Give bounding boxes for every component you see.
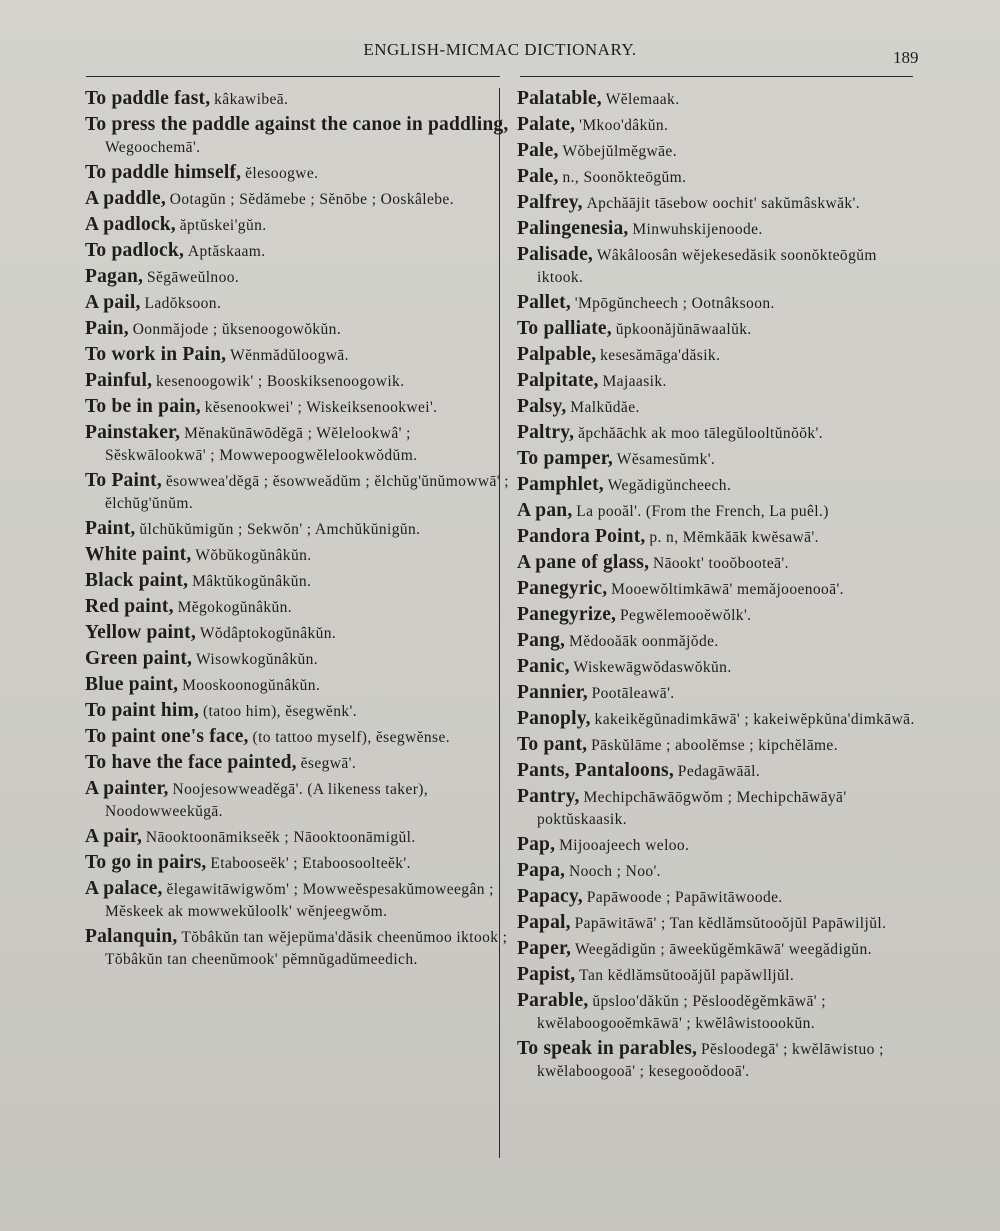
entry-headword: Panic, [517,656,570,677]
entry-headword: To Paint, [85,470,162,491]
entry-headword: To paddle fast, [85,88,211,109]
entry-definition: ŭpkoonăjŭnāwaalŭk. [615,321,752,338]
entry-definition: Wâkâloosân wĕjekesedăsik soonŏkteōgŭm iktook. [537,247,877,286]
entry-definition: Etabooseĕk' ; Etaboosoolteĕk'. [210,855,411,872]
dictionary-entry [517,500,922,523]
entry-headword: To padlock, [85,240,185,261]
entry-headword: A palace, [85,878,163,899]
entry-headword: Palatable, [517,88,602,109]
entry-headword: Papacy, [517,886,583,907]
entry-definition: Mĕgokogŭnâkŭn. [177,599,293,616]
dictionary-entry [517,886,922,909]
entry-definition: Mĕdooăāk oonmăjŏde. [569,633,719,650]
entry-headword: A pane of glass, [517,552,650,573]
dictionary-entry [85,162,510,185]
entry-definition: Minwuhskijenoode. [632,221,763,238]
entry-headword: A paddle, [85,188,166,209]
entry-definition: Ootagŭn ; Sĕdămebe ; Sĕnōbe ; Ooskâlebe. [169,191,454,208]
entry-headword: Palpitate, [517,370,599,391]
dictionary-entry [517,708,922,731]
dictionary-entry [85,752,510,775]
entry-definition: ăptŭskei'gŭn. [179,217,267,234]
entry-definition: kesenoogowik' ; Booskiksenoogowik. [156,373,405,390]
dictionary-entry [517,604,922,627]
dictionary-entry [517,630,922,653]
entry-headword: Papal, [517,912,571,933]
entry-definition: Wiskewāgwŏdaswŏkŭn. [573,659,732,676]
entry-definition: Mechipchāwāōgwŏm ; Mechipchāwāyā' poktŭskaasik. [537,789,847,828]
entry-definition: Wĕlemaak. [605,91,680,108]
header-rule-left [86,76,500,77]
entry-headword: A pair, [85,826,143,847]
dictionary-entry [517,834,922,857]
entry-headword: White paint, [85,544,192,565]
dictionary-entry [517,448,922,471]
dictionary-entry [517,244,922,289]
entry-headword: To work in Pain, [85,344,227,365]
entry-definition: Tŏbâkŭn tan wĕjepŭma'dăsik cheenŭmoo iktook ; Tŏbâkŭn tan cheenŭmook' pĕmnŭgadŭmeedich. [105,929,508,968]
entry-definition: (to tattoo myself), ĕsegwĕnse. [252,729,451,746]
entry-headword: Pamphlet, [517,474,604,495]
dictionary-entry [517,682,922,705]
entry-definition: kesesămāga'dăsik. [600,347,721,364]
entry-definition: Sĕgāweŭlnoo. [146,269,240,286]
dictionary-entry [517,860,922,883]
entry-headword: To be in pain, [85,396,201,417]
dictionary-entry [517,656,922,679]
dictionary-entry [517,912,922,935]
dictionary-entry [517,166,922,189]
dictionary-entry [517,990,922,1035]
entry-headword: To palliate, [517,318,612,339]
dictionary-entry [517,370,922,393]
entry-headword: Panoply, [517,708,591,729]
entry-headword: Palisade, [517,244,594,265]
dictionary-entry [517,938,922,961]
dictionary-entry [85,114,510,159]
entry-headword: To have the face painted, [85,752,297,773]
entry-definition: Malkŭdăe. [570,399,640,416]
entry-definition: Mĕnakŭnāwōdĕgā ; Wĕlelookwâ' ; Sĕskwālookwā' ; Mowwepoogwĕlelookwŏdŭm. [105,425,418,464]
entry-definition: Mijooajeech weloo. [559,837,690,854]
page-number: 189 [893,48,919,67]
entry-definition: kĕsenookwei' ; Wiskeiksenookwei'. [204,399,438,416]
dictionary-entry [85,518,510,541]
dictionary-entry [85,188,510,211]
dictionary-entry [517,1038,922,1083]
entry-headword: To paint him, [85,700,200,721]
entry-headword: Red paint, [85,596,174,617]
entry-headword: To press the paddle against the canoe in paddling, [85,114,509,135]
dictionary-entry [85,396,510,419]
dictionary-entry [85,344,510,367]
dictionary-entry [517,734,922,757]
entry-headword: Palingenesia, [517,218,629,239]
entry-definition: kakeikĕgŭnadimkāwā' ; kakeiwĕpkŭna'dimkāwā. [594,711,915,728]
dictionary-entry [85,214,510,237]
entry-headword: Pantry, [517,786,580,807]
dictionary-entry [517,964,922,987]
dictionary-entry [85,544,510,567]
entry-headword: A padlock, [85,214,176,235]
entry-definition: 'Mpōgŭncheech ; Ootnâksoon. [574,295,775,312]
entry-definition: Aptăskaam. [187,243,266,260]
dictionary-entry [85,926,510,971]
dictionary-entry [85,292,510,315]
entry-definition: Wegădigŭncheech. [607,477,732,494]
entry-headword: Palate, [517,114,576,135]
dictionary-entry [85,318,510,341]
dictionary-entry [517,396,922,419]
dictionary-entry [85,826,510,849]
entry-definition: Mooewŏltimkāwā' memăjooenooā'. [611,581,844,598]
dictionary-entry [85,370,510,393]
entry-definition: Pegwĕlemooĕwŏlk'. [620,607,752,624]
dictionary-entry [517,218,922,241]
entry-definition: Tan kĕdlămsŭtooăjŭl papăwlljŭl. [579,967,795,984]
entry-headword: Pale, [517,140,559,161]
entry-headword: Pain, [85,318,129,339]
entry-headword: Black paint, [85,570,189,591]
entry-headword: To paddle himself, [85,162,242,183]
entry-headword: A painter, [85,778,169,799]
running-head: ENGLISH-MICMAC DICTIONARY. [363,40,637,59]
entry-definition: Oonmăjode ; ŭksenoogowŏkŭn. [132,321,342,338]
entry-headword: A pail, [85,292,141,313]
entry-definition: Wŏbŭkogŭnâkŭn. [195,547,312,564]
entry-definition: Majaasik. [602,373,667,390]
entry-definition: Weegădigŭn ; āweekŭgĕmkāwā' weegădigŭn. [574,941,872,958]
entry-headword: To go in pairs, [85,852,207,873]
dictionary-entry [85,878,510,923]
dictionary-entry [517,318,922,341]
entry-definition: ĕlesoogwe. [245,165,319,182]
dictionary-entry [517,552,922,575]
entry-definition: Papāwitāwā' ; Tan kĕdlămsŭtooŏjŭl Papāwiljŭl. [574,915,887,932]
entry-headword: To speak in parables, [517,1038,698,1059]
entry-headword: Pale, [517,166,559,187]
entry-definition: Wegoochemā'. [105,139,201,156]
entry-definition: Wĕnmădŭloogwā. [230,347,349,364]
entry-definition: Ladŏksoon. [144,295,222,312]
entry-definition: Nooch ; Noo'. [569,863,661,880]
entry-headword: Yellow paint, [85,622,196,643]
dictionary-entry [85,596,510,619]
entry-definition: Wisowkogŭnâkŭn. [196,651,319,668]
dictionary-entry [85,674,510,697]
entry-definition: Nāookt' tooŏbooteā'. [653,555,789,572]
entry-definition: p. n, Mĕmkăāk kwĕsawā'. [649,529,819,546]
entry-headword: To pamper, [517,448,613,469]
entry-headword: Pang, [517,630,566,651]
entry-headword: To pant, [517,734,588,755]
left-column [85,88,510,974]
entry-definition: Pāskŭlāme ; aboolĕmse ; kipchĕlāme. [591,737,838,754]
dictionary-entry [517,88,922,111]
entry-definition: Apchăājit tāsebow oochit' sakŭmâskwăk'. [586,195,860,212]
dictionary-entry [517,526,922,549]
entry-headword: Pants, Pantaloons, [517,760,674,781]
entry-definition: Pedagāwāāl. [677,763,761,780]
entry-definition: ŭlchŭkŭmigŭn ; Sekwŏn' ; Amchŭkŭnigŭn. [139,521,421,538]
entry-definition: ŭpsloo'dăkŭn ; Pĕsloodĕgĕmkāwā' ; kwĕlaboogooĕmkāwā' ; kwĕlâwistoookŭn. [537,993,826,1032]
entry-definition: Wĕsamesŭmk'. [616,451,716,468]
dictionary-entry [517,292,922,315]
entry-definition: Papāwoode ; Papāwitāwoode. [586,889,783,906]
dictionary-entry [85,266,510,289]
entry-definition: Nāooktoonāmikseĕk ; Nāooktoonāmigŭl. [145,829,416,846]
dictionary-entry [85,700,510,723]
entry-headword: Paltry, [517,422,575,443]
entry-headword: Palfrey, [517,192,583,213]
dictionary-entry [85,778,510,823]
entry-headword: Palpable, [517,344,597,365]
entry-definition: Pootāleawā'. [591,685,675,702]
header-rule-right [520,76,913,77]
entry-headword: A pan, [517,500,573,521]
entry-definition: Mâktŭkogŭnâkŭn. [192,573,312,590]
entry-headword: To paint one's face, [85,726,249,747]
entry-definition: ĕlegawitāwigwŏm' ; Mowweĕspesakŭmoweegân ; Mĕskeek ak mowwekŭloolk' wĕnjeegwŏm. [105,881,494,920]
entry-headword: Pap, [517,834,556,855]
entry-definition: Pĕsloodegā' ; kwĕlāwistuo ; kwĕlaboogooā' ; kesegooŏdooā'. [537,1041,884,1080]
entry-headword: Paper, [517,938,572,959]
dictionary-entry [517,786,922,831]
dictionary-entry [85,422,510,467]
dictionary-entry [517,760,922,783]
entry-definition: ăpchăāchk ak moo tālegŭlooltŭnŏŏk'. [578,425,823,442]
entry-headword: Papist, [517,964,576,985]
dictionary-entry [517,140,922,163]
dictionary-entry [85,240,510,263]
entry-definition: n., Soonŏkteōgŭm. [562,169,687,186]
dictionary-entry [85,570,510,593]
entry-headword: Paint, [85,518,136,539]
dictionary-entry [517,578,922,601]
entry-headword: Blue paint, [85,674,179,695]
entry-definition: Mooskoonogŭnâkŭn. [182,677,321,694]
entry-definition: ĕsegwā'. [300,755,357,772]
entry-headword: Papa, [517,860,566,881]
dictionary-entry [517,192,922,215]
dictionary-entry [85,648,510,671]
entry-headword: Pandora Point, [517,526,646,547]
entry-definition: Noojesowweadĕgā'. (A likeness taker), Noodowweekŭgā. [105,781,429,820]
dictionary-entry [85,852,510,875]
right-column [517,88,922,1086]
entry-headword: Green paint, [85,648,193,669]
entry-definition: Wŏdâptokogŭnâkŭn. [199,625,337,642]
entry-headword: Parable, [517,990,589,1011]
dictionary-entry [85,622,510,645]
entry-headword: Panegyrize, [517,604,617,625]
entry-headword: Pagan, [85,266,144,287]
entry-headword: Pannier, [517,682,588,703]
dictionary-entry [85,470,510,515]
entry-definition: (tatoo him), ĕsegwĕnk'. [202,703,357,720]
entry-definition: La pooăl'. (From the French, La puêl.) [576,503,829,520]
dictionary-entry [517,114,922,137]
entry-headword: Pallet, [517,292,571,313]
entry-headword: Palsy, [517,396,567,417]
dictionary-entry [517,344,922,367]
entry-headword: Palanquin, [85,926,178,947]
entry-definition: Wŏbejŭlmĕgwāe. [562,143,677,160]
dictionary-entry [517,422,922,445]
entry-definition: 'Mkoo'dâkŭn. [579,117,669,134]
entry-headword: Panegyric, [517,578,608,599]
dictionary-entry [517,474,922,497]
entry-definition: kâkawibeā. [214,91,289,108]
dictionary-entry [85,726,510,749]
dictionary-entry [85,88,510,111]
entry-headword: Painful, [85,370,153,391]
entry-headword: Painstaker, [85,422,181,443]
entry-definition: ĕsowwea'dĕgā ; ĕsowweădŭm ; ĕlchŭg'ŭnŭmowwā' ; ĕlchŭg'ŭnŭm. [105,473,509,512]
